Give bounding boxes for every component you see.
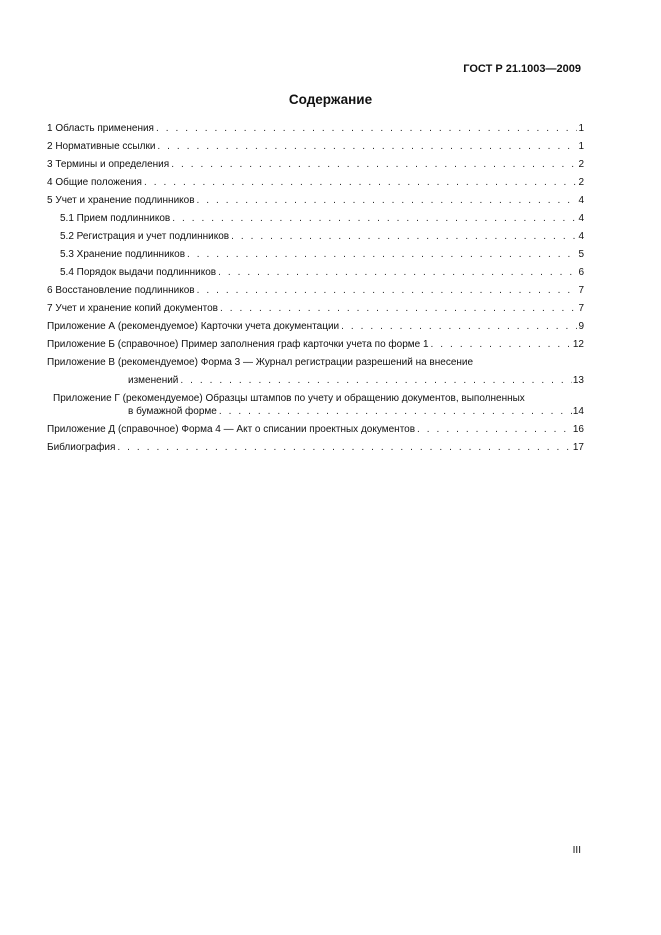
toc-entry-page: 16 bbox=[572, 424, 584, 435]
toc-entry-page: 4 bbox=[578, 213, 584, 224]
toc-entry-5-2[interactable] bbox=[47, 230, 584, 243]
toc-entry-label: Приложение Г (рекомендуемое) Образцы штампов по учету и обращению документов, выполненных bbox=[53, 393, 525, 404]
toc-entry-page: 1 bbox=[578, 141, 584, 152]
dot-leader bbox=[220, 302, 577, 315]
toc-entry-label: 7 Учет и хранение копий документов bbox=[47, 303, 218, 314]
dot-leader bbox=[172, 212, 577, 225]
toc-entry-label: Приложение В (рекомендуемое) Форма 3 — Журнал регистрации разрешений на внесение bbox=[47, 357, 474, 368]
dot-leader bbox=[197, 284, 578, 297]
toc-entry-appendix-v[interactable] bbox=[47, 356, 584, 387]
toc-entry-label: 1 Область применения bbox=[47, 123, 154, 134]
toc-entry-page: 2 bbox=[578, 159, 584, 170]
document-code: ГОСТ Р 21.1003—2009 bbox=[463, 63, 581, 75]
toc-entry-page: 7 bbox=[578, 303, 584, 314]
toc-entry-page: 9 bbox=[578, 321, 584, 332]
toc-entry-label: 4 Общие положения bbox=[47, 177, 142, 188]
table-of-contents bbox=[47, 122, 584, 459]
dot-leader bbox=[197, 194, 578, 207]
toc-entry-appendix-a[interactable] bbox=[47, 320, 584, 333]
toc-entry-page: 5 bbox=[578, 249, 584, 260]
toc-entry-label: 5.1 Прием подлинников bbox=[60, 213, 171, 224]
toc-entry-label: 2 Нормативные ссылки bbox=[47, 141, 156, 152]
toc-entry-label: 3 Термины и определения bbox=[47, 159, 170, 170]
toc-entry-appendix-d[interactable] bbox=[47, 423, 584, 436]
toc-entry-label: 5.3 Хранение подлинников bbox=[60, 249, 186, 260]
toc-entry-5-4[interactable] bbox=[47, 266, 584, 279]
toc-entry-3[interactable] bbox=[47, 158, 584, 171]
dot-leader bbox=[157, 140, 577, 153]
toc-entry-page: 17 bbox=[572, 442, 584, 453]
toc-entry-page: 6 bbox=[578, 267, 584, 278]
toc-entry-page: 14 bbox=[572, 406, 584, 417]
dot-leader bbox=[156, 122, 577, 135]
toc-entry-label: Приложение А (рекомендуемое) Карточки учета документации bbox=[47, 321, 340, 332]
dot-leader bbox=[431, 338, 572, 351]
toc-entry-page: 4 bbox=[578, 231, 584, 242]
toc-entry-page: 2 bbox=[578, 177, 584, 188]
toc-entry-page: 7 bbox=[578, 285, 584, 296]
dot-leader bbox=[341, 320, 577, 333]
page-title: Содержание bbox=[288, 92, 373, 107]
toc-entry-label: 6 Восстановление подлинников bbox=[47, 285, 195, 296]
toc-entry-appendix-g[interactable] bbox=[47, 392, 584, 418]
toc-entry-label: 5.4 Порядок выдачи подлинников bbox=[60, 267, 217, 278]
dot-leader bbox=[187, 248, 577, 261]
toc-entry-label-continuation: в бумажной форме bbox=[128, 406, 217, 417]
toc-entry-6[interactable] bbox=[47, 284, 584, 297]
page-number: III bbox=[572, 845, 581, 856]
toc-entry-5[interactable] bbox=[47, 194, 584, 207]
toc-entry-label: 5 Учет и хранение подлинников bbox=[47, 195, 195, 206]
toc-entry-label: Приложение Б (справочное) Пример заполнения граф карточки учета по форме 1 bbox=[47, 339, 429, 350]
toc-entry-page: 4 bbox=[578, 195, 584, 206]
dot-leader bbox=[218, 266, 577, 279]
dot-leader bbox=[417, 423, 572, 436]
dot-leader bbox=[144, 176, 578, 189]
dot-leader bbox=[219, 405, 572, 418]
dot-leader bbox=[117, 441, 571, 454]
toc-entry-4[interactable] bbox=[47, 176, 584, 189]
toc-entry-page: 12 bbox=[572, 339, 584, 350]
toc-entry-5-3[interactable] bbox=[47, 248, 584, 261]
dot-leader bbox=[231, 230, 577, 243]
toc-entry-2[interactable] bbox=[47, 140, 584, 153]
toc-entry-label: Приложение Д (справочное) Форма 4 — Акт о списании проектных документов bbox=[47, 424, 416, 435]
toc-entry-page: 1 bbox=[578, 123, 584, 134]
toc-entry-5-1[interactable] bbox=[47, 212, 584, 225]
toc-entry-bibliography[interactable] bbox=[47, 441, 584, 454]
toc-entry-7[interactable] bbox=[47, 302, 584, 315]
toc-entry-page: 13 bbox=[572, 375, 584, 386]
dot-leader bbox=[180, 374, 571, 387]
toc-entry-label-continuation: изменений bbox=[128, 375, 179, 386]
toc-entry-appendix-b[interactable] bbox=[47, 338, 584, 351]
toc-entry-label: 5.2 Регистрация и учет подлинников bbox=[60, 231, 230, 242]
dot-leader bbox=[171, 158, 577, 171]
toc-entry-1[interactable] bbox=[47, 122, 584, 135]
toc-entry-label: Библиография bbox=[47, 442, 116, 453]
